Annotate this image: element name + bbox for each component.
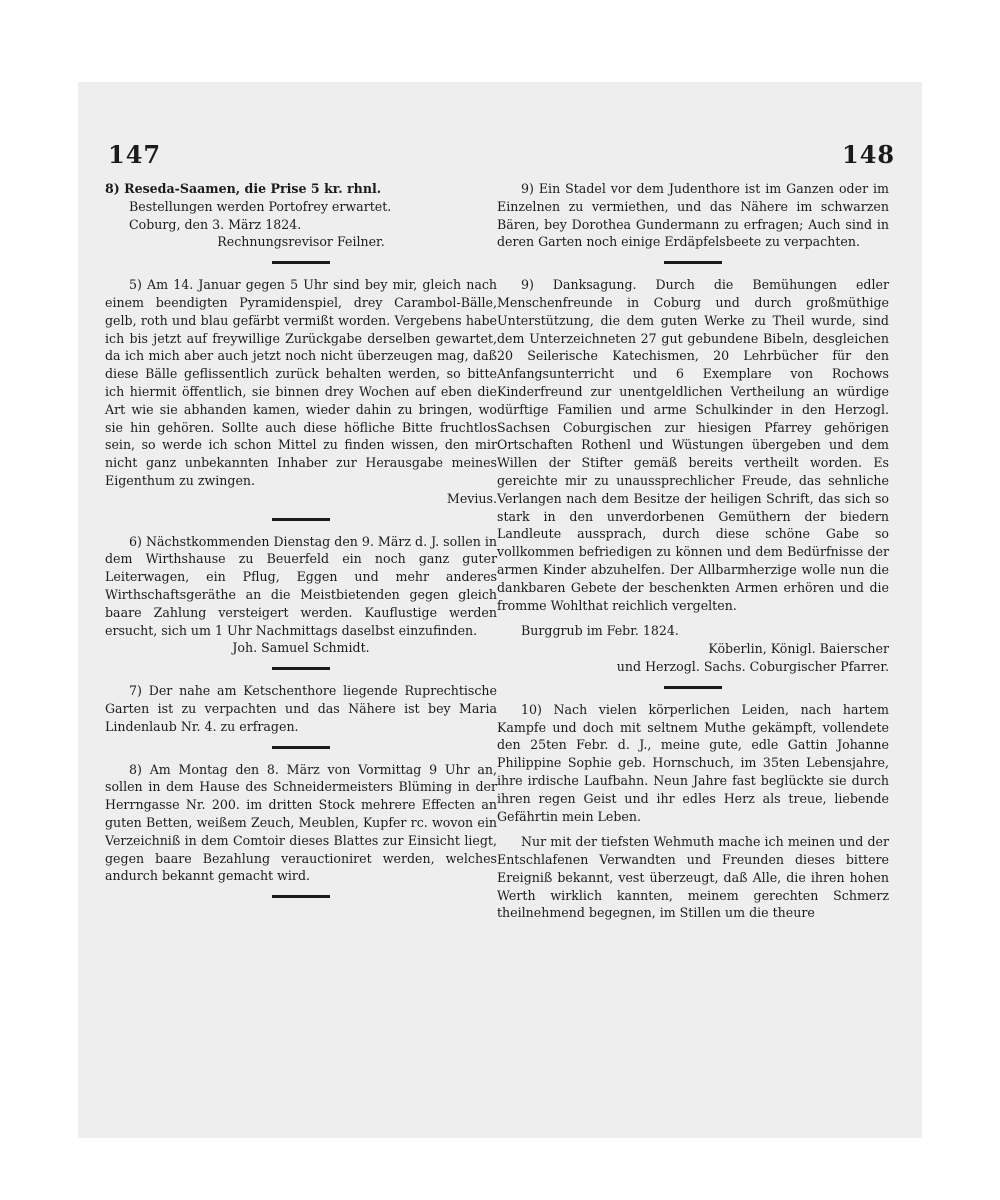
notice-9b-signature-2: und Herzogl. Sachs. Coburgischer Pfarrer. <box>616 658 889 674</box>
notice-9b-text: 9) Danksagung. Durch die Bemühungen edler Menschenfreunde in Coburg und durch großmüthige Unterstützung, die dem guten Werke zu Theil wurde, sind dem Unterzeichneten 27 gut gebundene Bibeln, desgleichen 20 Seilerische Katechismen, 20 Lehrbücher für den Anfangsunterricht und 6 Exemplare von Rochows Kinderfreund zur unentgeldlichen Vertheilung an würdige dürftige Familien und arme Schulkinder in den Herzogl. Sachsen Coburgischen zur hiesigen Pfarrey gehörigen Ortschaften Rothenl und Wüstungen übergeben und dem Willen der Stifter gemäß bereits vertheilt worden. Es gereichte mir zu unaussprechlicher Freude, das sehnliche Verlangen nach dem Besitze der heiligen Schrift, das sich so stark in den unverdorbenen Gemüthern der biedern Landleute aussprach, durch diese schöne Gabe so vollkommen befriedigen zu können und dem Bedürfnisse der armen Kinder abzuhelfen. Der Allbarmherzige wolle nun die dankbaren Gebete der beschenkten Armen erhören und die fromme Wohlthat reichlich vergelten. <box>497 277 889 613</box>
divider <box>272 667 330 670</box>
notice-reseda-signature: Rechnungsrevisor Feilner. <box>217 234 385 250</box>
divider <box>664 686 722 689</box>
notice-6-text: 6) Nächstkommenden Dienstag den 9. März d. J. sollen in dem Wirthshause zu Beuerfeld ein noch ganz guter Leiterwagen, ein Pflug, Eggen und mehr anderes Wirthschaftsgeräthe an die Meistbietenden gegen gleich baare Zahlung versteigert werden. Kauflustige werden ersucht, sich um 1 Uhr Nachmittags daselbst einzufinden. <box>105 533 497 638</box>
divider <box>272 746 330 749</box>
notice-8-text: 8) Am Montag den 8. März von Vormittag 9 Uhr an, sollen in dem Hause des Schneidermeisters Blüming in der Herrngasse Nr. 200. im dritten Stock mehrere Effecten an guten Betten, weißem Zeuch, Meublen, Kupfer rc. wovon ein Verzeichniß in dem Comtoir dieses Blattes zur Einsicht liegt, gegen baare Bezahlung verauctioniret werden, welches andurch bekannt gemacht wird. <box>105 761 497 884</box>
notice-reseda-line1: Bestellungen werden Portofrey erwartet. <box>129 198 392 214</box>
notice-7-text: 7) Der nahe am Ketschenthore liegende Ruprechtische Garten ist zu verpachten und das Nähere ist bey Maria Lindenlaub Nr. 4. zu erfragen. <box>105 683 497 734</box>
page-number-left: 147 <box>108 140 162 169</box>
notice-10-text-2: Nur mit der tiefsten Wehmuth mache ich meinen und der Entschlafenen Verwandten und Freunden dieses bittere Ereigniß bekannt, vest überzeugt, daß Alle, die ihren hohen Werth wirklich kannten, meinem gerechten Schmerz theilnehmend begegnen, im Stillen um die theure <box>497 834 889 921</box>
notice-5-signature: Mevius. <box>446 490 497 506</box>
right-column <box>497 180 889 922</box>
divider <box>664 261 722 264</box>
notice-10-text: 10) Nach vielen körperlichen Leiden, nach hartem Kampfe und doch mit seltnem Muthe gekämpft, vollendete den 25ten Febr. d. J., meine gute, edle Gattin Johanne Philippine Sophie geb. Hornschuch, im 35ten Lebensjahre, ihre irdische Laufbahn. Neun Jahre fast beglückte sie durch ihren regen Geist und ihr edles Herz als treue, liebende Gefährtin mein Leben. <box>497 701 889 824</box>
divider <box>272 895 330 898</box>
notice-9b-signature-1: Köberlin, Königl. Baierscher <box>708 641 889 657</box>
notice-9b-place: Burggrub im Febr. 1824. <box>521 623 679 639</box>
notice-reseda-item: 8) Reseda-Saamen, die Prise 5 kr. rhnl. <box>105 181 382 196</box>
notice-reseda-line2: Coburg, den 3. März 1824. <box>129 216 302 232</box>
notice-9a-text: 9) Ein Stadel vor dem Judenthore ist im Ganzen oder im Einzelnen zu vermiethen, und das Nähere im schwarzen Bären, bey Dorothea Gundermann zu erfragen; Auch sind in deren Garten noch einige Erdäpfelsbeete zu verpachten. <box>497 181 889 250</box>
page-number-right: 148 <box>842 140 896 169</box>
notice-5-text: 5) Am 14. Januar gegen 5 Uhr sind bey mir, gleich nach einem beendigten Pyramidenspiel, drey Carambol-Bälle, gelb, roth und blau gefärbt vermißt worden. Vergebens habe ich bis jetzt auf freywillige Zurückgabe derselben gewartet, da ich mich aber auch jetzt noch nicht überzeugen mag, daß diese Bälle geflissentlich zurück behalten werden, so bitte ich hiermit öffentlich, sie binnen drey Wochen auf eben die Art wie sie abhanden kamen, wieder dahin zu bringen, wo sie hin gehören. Sollte auch diese höfliche Bitte fruchtlos sein, so werde ich schon Mittel zu finden wissen, den mir nicht ganz unbekannten Inhaber zur Herausgabe meines Eigenthum zu zwingen. <box>105 277 497 488</box>
divider <box>272 518 330 521</box>
notice-6-signature: Joh. Samuel Schmidt. <box>232 640 370 656</box>
divider <box>272 261 330 264</box>
left-column <box>105 180 497 910</box>
